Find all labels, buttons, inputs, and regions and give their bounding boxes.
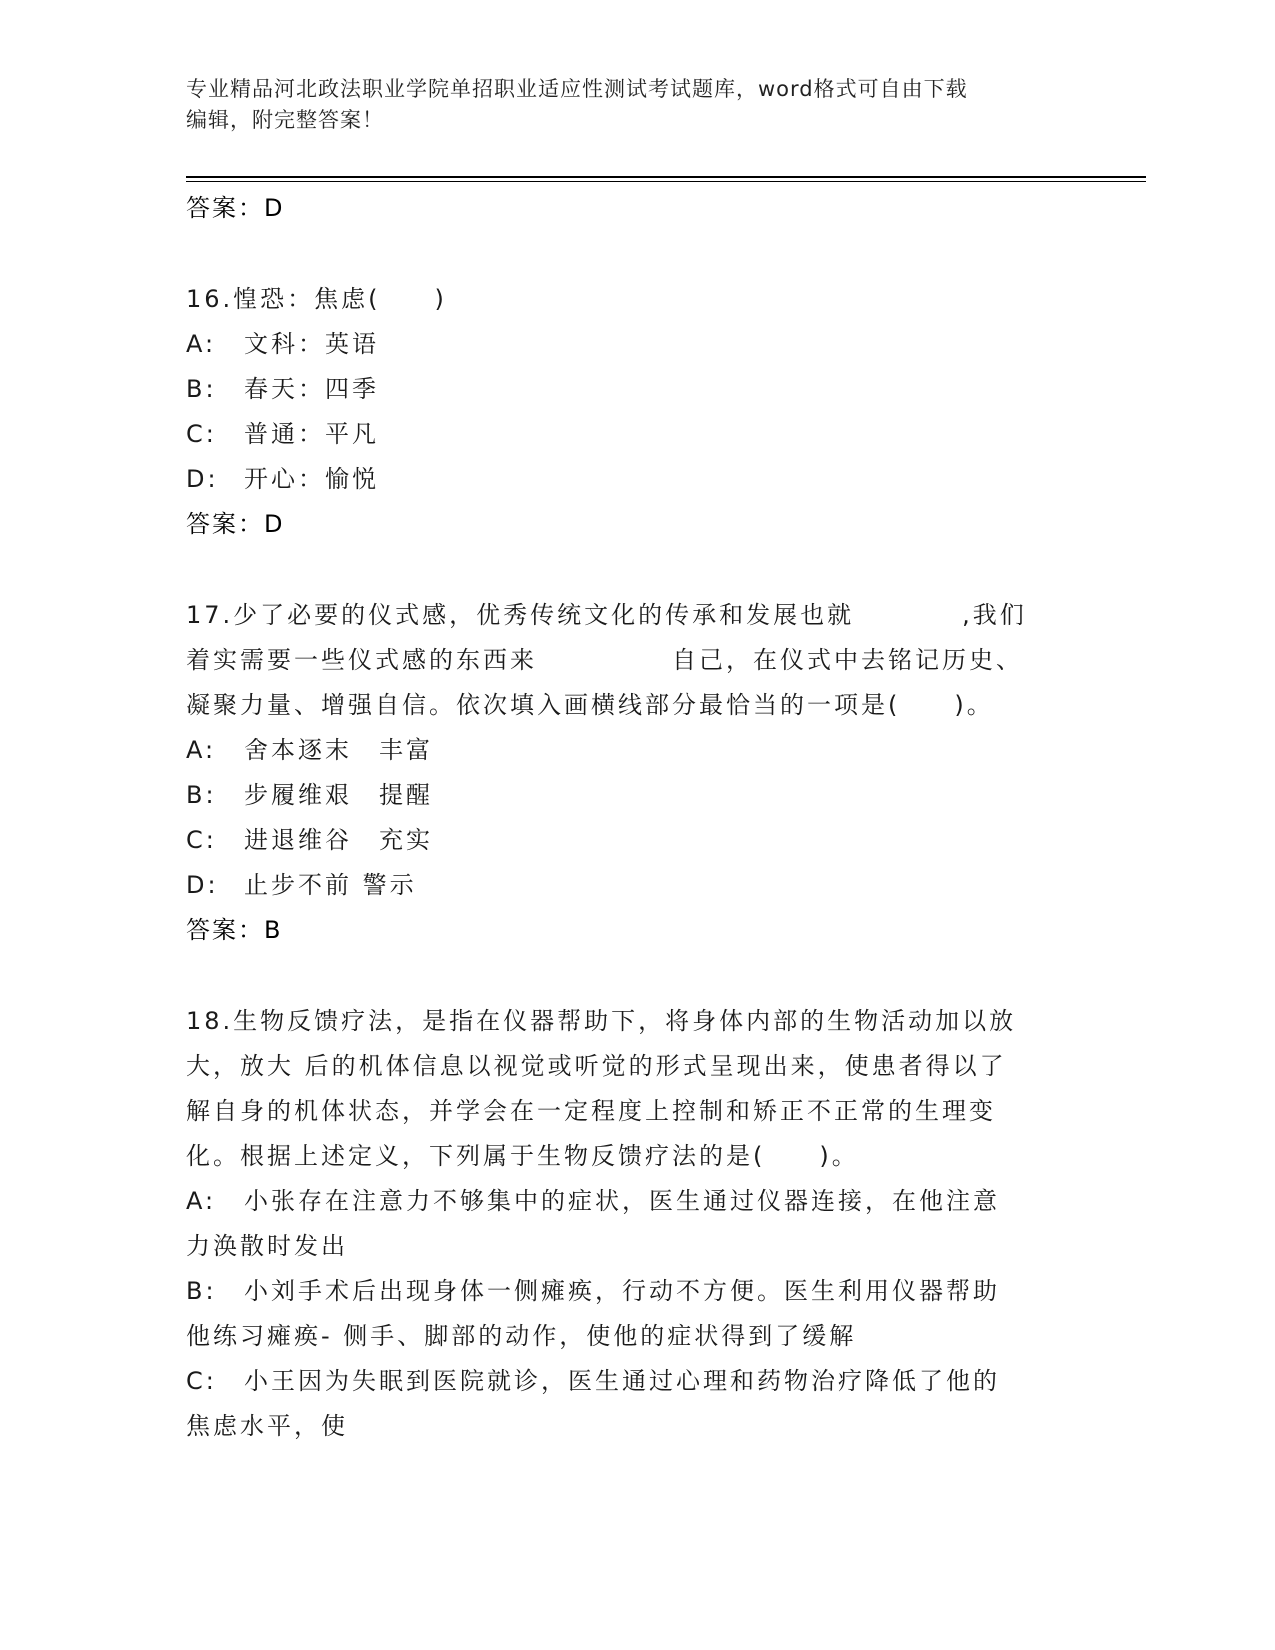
option-text: 文科：英语 bbox=[244, 330, 379, 358]
option-key: A: bbox=[186, 330, 217, 358]
option-key: C: bbox=[186, 826, 217, 854]
question-17 bbox=[186, 593, 1086, 953]
option-key: B: bbox=[186, 781, 217, 809]
question-18-option-b bbox=[186, 1269, 1086, 1314]
spacer bbox=[186, 231, 1086, 277]
question-17-option-c bbox=[186, 818, 1086, 863]
question-16-option-b bbox=[186, 367, 1086, 412]
header-line-2: 编辑，附完整答案！ bbox=[186, 108, 384, 132]
option-key: B: bbox=[186, 1277, 217, 1305]
option-key: A: bbox=[186, 1187, 217, 1215]
question-content bbox=[186, 186, 1086, 1449]
option-key: C: bbox=[186, 420, 217, 448]
question-18-option-c bbox=[186, 1359, 1086, 1404]
question-18-option-a-cont: 力涣散时发出 bbox=[186, 1232, 348, 1260]
option-text: 春天：四季 bbox=[244, 375, 379, 403]
question-18-option-a bbox=[186, 1179, 1086, 1224]
option-text: 开心：愉悦 bbox=[244, 465, 379, 493]
question-18-option-b-cont: 他练习瘫痪- 侧手、脚部的动作，使他的症状得到了缓解 bbox=[186, 1322, 857, 1350]
question-17-option-d bbox=[186, 863, 1086, 908]
header-rule-thin bbox=[186, 181, 1146, 182]
option-key: C: bbox=[186, 1367, 217, 1395]
spacer bbox=[186, 953, 1086, 999]
header-rule-thick bbox=[186, 176, 1146, 178]
question-16-stem: 16.惶恐：焦虑( ) bbox=[186, 285, 447, 313]
question-17-answer: 答案：B bbox=[186, 916, 283, 944]
previous-answer: 答案：D bbox=[186, 194, 285, 222]
option-key: A: bbox=[186, 736, 217, 764]
header-line-1: 专业精品河北政法职业学院单招职业适应性测试考试题库，word格式可自由下载 bbox=[186, 77, 968, 101]
option-key: B: bbox=[186, 375, 217, 403]
option-text: 舍本逐末 丰富 bbox=[244, 736, 433, 764]
spacer bbox=[186, 547, 1086, 593]
option-text: 进退维谷 充实 bbox=[244, 826, 433, 854]
question-16 bbox=[186, 277, 1086, 547]
option-text: 止步不前 警示 bbox=[244, 871, 417, 899]
option-text: 小刘手术后出现身体一侧瘫痪，行动不方便。医生利用仪器帮助 bbox=[244, 1277, 1000, 1305]
question-16-option-a bbox=[186, 322, 1086, 367]
option-text: 小张存在注意力不够集中的症状，医生通过仪器连接，在他注意 bbox=[244, 1187, 1000, 1215]
option-text: 步履维艰 提醒 bbox=[244, 781, 433, 809]
question-16-option-d bbox=[186, 457, 1086, 502]
option-text: 普通：平凡 bbox=[244, 420, 379, 448]
question-18-stem-line-1: 18.生物反馈疗法，是指在仪器帮助下，将身体内部的生物活动加以放 bbox=[186, 1007, 1017, 1035]
question-17-option-a bbox=[186, 728, 1086, 773]
question-17-stem-line-2: 着实需要一些仪式感的东西来 自己，在仪式中去铭记历史、 bbox=[186, 646, 1023, 674]
question-18-stem-line-2: 大，放大 后的机体信息以视觉或听觉的形式呈现出来，使患者得以了 bbox=[186, 1052, 1007, 1080]
option-key: D: bbox=[186, 465, 219, 493]
question-17-stem-line-3: 凝聚力量、增强自信。依次填入画横线部分最恰当的一项是( )。 bbox=[186, 691, 994, 719]
question-18-option-c-cont: 焦虑水平，使 bbox=[186, 1412, 348, 1440]
question-17-option-b bbox=[186, 773, 1086, 818]
option-text: 小王因为失眠到医院就诊，医生通过心理和药物治疗降低了他的 bbox=[244, 1367, 1000, 1395]
question-16-option-c bbox=[186, 412, 1086, 457]
page-header bbox=[186, 74, 1066, 136]
question-17-stem-line-1: 17.少了必要的仪式感，优秀传统文化的传承和发展也就 ,我们 bbox=[186, 601, 1027, 629]
question-18-stem-line-3: 解自身的机体状态，并学会在一定程度上控制和矫正不正常的生理变 bbox=[186, 1097, 996, 1125]
question-18 bbox=[186, 999, 1086, 1449]
option-key: D: bbox=[186, 871, 219, 899]
question-18-stem-line-4: 化。根据上述定义，下列属于生物反馈疗法的是( )。 bbox=[186, 1142, 859, 1170]
question-16-answer: 答案：D bbox=[186, 510, 285, 538]
